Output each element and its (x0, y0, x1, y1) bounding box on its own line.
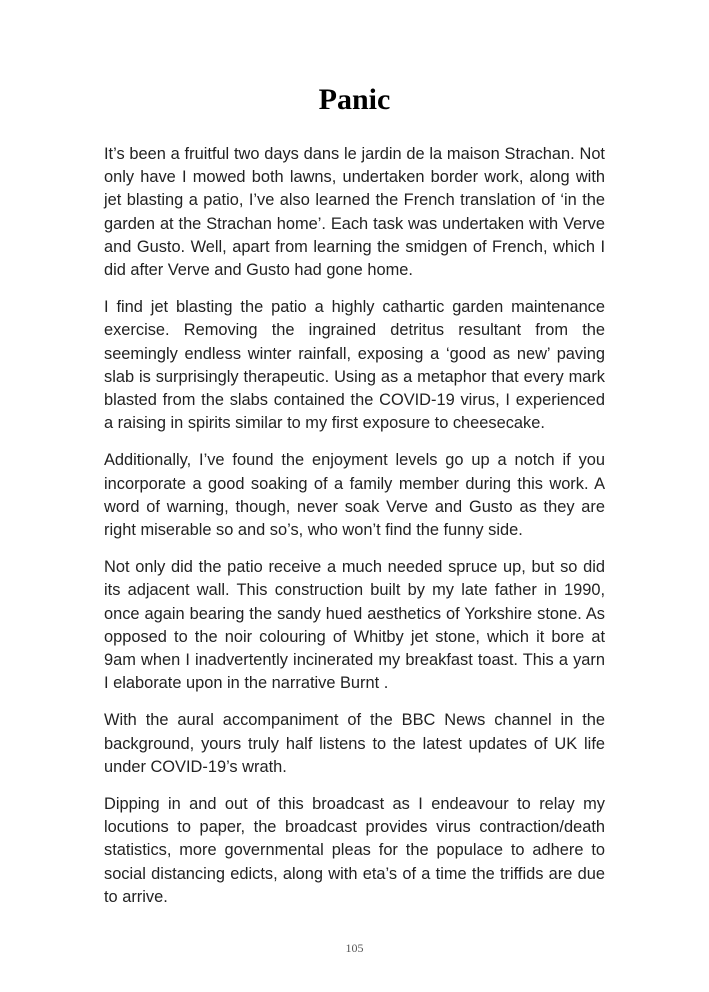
paragraph: I find jet blasting the patio a highly cathartic garden maintenance exercise. Removing the ingrained detritus resultant from the seemingly endless winter rainfall, exposing a ‘good as new’ paving slab is surprisingly therapeutic. Using as a metaphor that every mark blasted from the slabs contained the COVID-19 virus, I experienced a raising in spirits similar to my first exposure to cheesecake. (104, 298, 605, 433)
page-number: 105 (345, 941, 364, 955)
paragraph: Additionally, I’ve found the enjoyment levels go up a notch if you incorporate a good soaking of a family member during this work. A word of warning, though, never soak Verve and Gusto as they are right miserable so and so’s, who won’t find the funny side. (104, 451, 605, 540)
paragraph: Dipping in and out of this broadcast as I endeavour to relay my locutions to paper, the broadcast provides virus contraction/death statistics, more governmental pleas for the populace to adhere to social distancing edicts, along with eta’s of a time the triffids are due to arrive. (104, 795, 605, 906)
paragraph: It’s been a fruitful two days dans le jardin de la maison Strachan. Not only have I mowed both lawns, undertaken border work, along with jet blasting a patio, I’ve also learned the French translation of ‘in the garden at the Strachan home’. Each task was undertaken with Verve and Gusto. Well, apart from learning the smidgen of French, which I did after Verve and Gusto had gone home. (104, 145, 605, 280)
paragraph: Not only did the patio receive a much needed spruce up, but so did its adjacent wall. This construction built by my late father in 1990, once again bearing the sandy hued aesthetics of Yorkshire stone. As opposed to the noir colouring of Whitby jet stone, which it bore at 9am when I inadvertently incinerated my breakfast toast. This a yarn I elaborate upon in the narrative Burnt . (104, 558, 605, 693)
body-text (104, 143, 605, 923)
paragraph: With the aural accompaniment of the BBC News channel in the background, yours truly half listens to the latest updates of UK life under COVID-19’s wrath. (104, 711, 605, 776)
chapter-title: Panic (318, 83, 391, 116)
